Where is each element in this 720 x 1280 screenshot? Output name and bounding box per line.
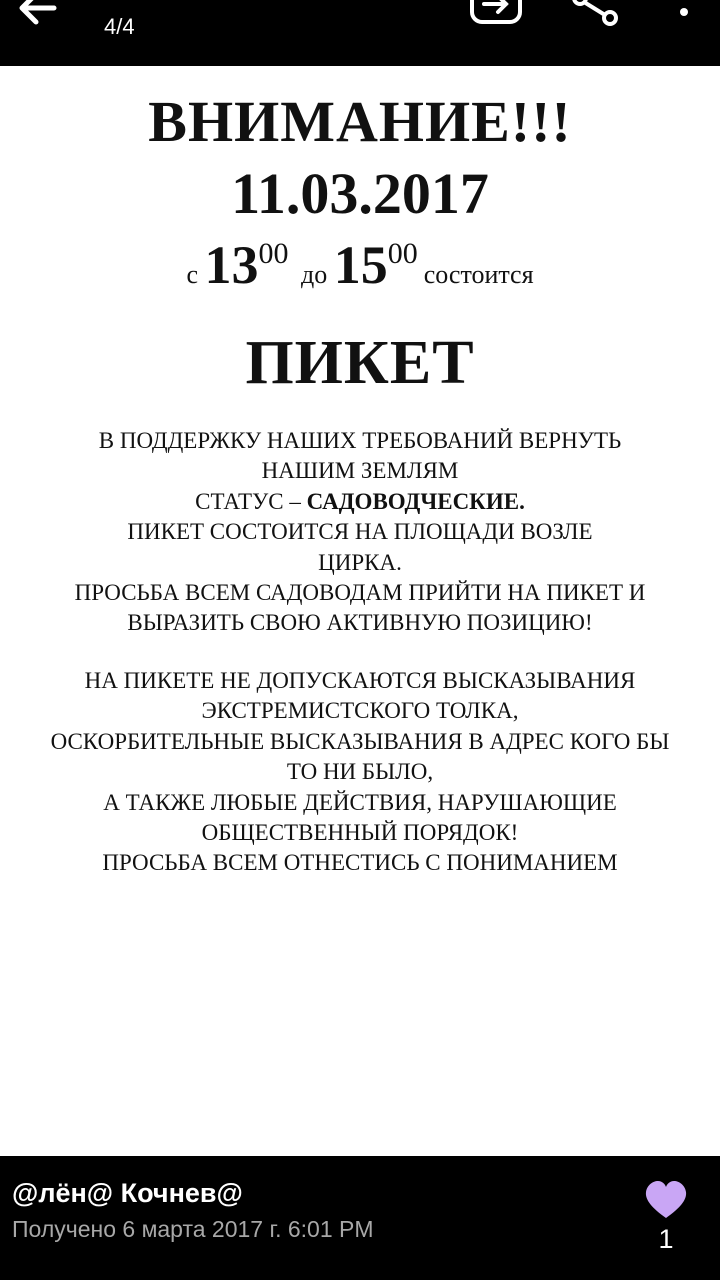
time-to-prefix: до [300,260,328,289]
poster-headline: ВНИМАНИЕ!!! [148,89,572,154]
received-timestamp: Получено 6 марта 2017 г. 6:01 PM [12,1216,374,1242]
time-from-prefix: с [186,260,198,289]
time-suffix: состоится [423,260,534,289]
paragraph-line: В ПОДДЕРЖКУ НАШИХ ТРЕБОВАНИЙ ВЕРНУТЬ [98,428,622,453]
sender-name[interactable]: @лён@ Кочнев@ [12,1178,243,1208]
more-vertical-icon[interactable] [670,0,698,24]
status-prefix: СТАТУС – [195,488,301,514]
poster-date: 11.03.2017 [231,161,489,226]
like-count: 1 [658,1224,674,1254]
time-to-minutes: 00 [387,237,418,270]
paragraph-line [0,487,720,517]
photo-viewer[interactable] [0,66,720,1156]
poster-paragraph-1 [0,426,720,639]
poster-event: ПИКЕТ [245,329,475,397]
info-bar [0,1156,720,1280]
heart-icon[interactable] [644,1180,688,1220]
paragraph-line: ПРОСЬБА ВСЕМ САДОВОДАМ ПРИЙТИ НА ПИКЕТ И [74,580,646,606]
poster-time [0,234,720,296]
time-from-minutes: 00 [258,237,289,270]
paragraph-line: НА ПИКЕТЕ НЕ ДОПУСКАЮТСЯ ВЫСКАЗЫВАНИЯ [84,668,636,693]
paragraph-line: ПИКЕТ СОСТОИТСЯ НА ПЛОЩАДИ ВОЗЛЕ [127,519,593,545]
share-icon[interactable] [570,0,622,28]
paragraph-line: ОБЩЕСТВЕННЫЙ ПОРЯДОК! [201,820,519,846]
paragraph-line: ВЫРАЗИТЬ СВОЮ АКТИВНУЮ ПОЗИЦИЮ! [127,610,593,636]
paragraph-line: ЦИРКА. [318,549,402,575]
top-bar [0,0,720,66]
paragraph-line: ТО НИ БЫЛО, [286,759,434,785]
paragraph-line: ПРОСЬБА ВСЕМ ОТНЕСТИСЬ С ПОНИМАНИЕМ [102,850,618,876]
status-value: САДОВОДЧЕСКИЕ. [306,488,525,514]
image-counter: 4/4 [104,14,135,39]
time-from-hour: 13 [204,235,259,295]
paragraph-line: А ТАКЖЕ ЛЮБЫЕ ДЕЙСТВИЯ, НАРУШАЮЩИЕ [103,789,617,815]
forward-share-icon[interactable] [468,0,524,28]
poster-paragraph-2 [0,666,720,879]
paragraph-line: НАШИМ ЗЕМЛЯМ [261,458,459,484]
paragraph-line: ЭКСТРЕМИСТСКОГО ТОЛКА, [201,698,519,724]
paragraph-line: ОСКОРБИТЕЛЬНЫЕ ВЫСКАЗЫВАНИЯ В АДРЕС КОГО БЫ [50,728,670,754]
back-arrow-icon[interactable] [14,0,58,30]
time-to-hour: 15 [333,235,388,295]
